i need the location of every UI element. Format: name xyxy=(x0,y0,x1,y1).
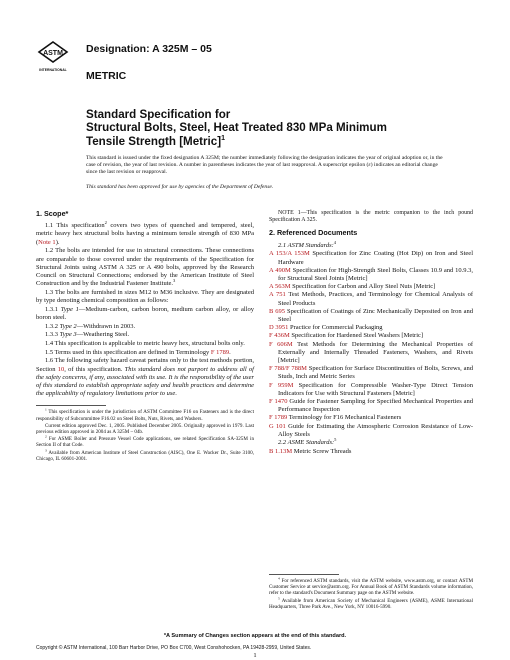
page-number: 1 xyxy=(253,652,257,659)
footnote-divider xyxy=(269,574,339,575)
ref-a490m-link[interactable]: A 490M xyxy=(269,266,291,274)
ref-item: F 606M Test Methods for Determining the Mechanical Properties of Externally and Internally Threaded Fasteners, Washers, and Rivets [Metric] xyxy=(269,340,473,364)
ref-a751-link[interactable]: A 751 xyxy=(269,291,286,299)
ref-f959m-link[interactable]: F 959M xyxy=(269,381,294,389)
asme-standards-subheading: 2.2 ASME Standards:$^5$ xyxy=(278,436,337,446)
ref-item: G 101 Guide for Estimating the Atmospheric Corrosion Resistance of Low-Alloy Steels xyxy=(269,422,474,438)
right-column xyxy=(269,210,473,611)
astm-logo xyxy=(36,40,70,76)
ref-g101-link[interactable]: G 101 xyxy=(269,422,286,430)
footnote-4: $^4$ For referenced ASTM standards, visit the ASTM website, www.astm.org, or contact ASTM Customer Service at service@astm.org. For Annual Book of ASTM Standards volume information, refer to the standard's Document Summary page on the ASTM website. xyxy=(269,576,473,597)
title-line-2: Structural Bolts, Steel, Heat Treated 830 MPa Minimum xyxy=(86,121,387,135)
ref-item: F 788/F 788M Specification for Surface Discontinuities of Bolts, Screws, and Studs, Inch and Metric Series xyxy=(269,365,473,381)
astm-reference-list xyxy=(269,250,473,439)
asme-reference-list xyxy=(269,448,473,456)
footnote-5: $^5$ Available from American Society of Mechanical Engineers (ASME), ASME International Headquarters, Three Park Ave., New York, NY 10016-5990. xyxy=(269,595,473,610)
refdocs-heading: 2. Referenced Documents xyxy=(269,228,358,238)
ref-item: A 490M Specification for High-Strength Steel Bolts, Classes 10.9 and 10.9.3, for Structural Steel Joints [Metric] xyxy=(269,266,474,282)
ref-item: F 1789 Terminology for F16 Mechanical Fasteners xyxy=(269,414,402,422)
note-1: NOTE 1—This specification is the metric companion to the inch pound Specification A 325. xyxy=(269,210,473,224)
scope-heading: 1. Scope* xyxy=(36,209,69,218)
ref-a153-link[interactable]: A 153/A 153M xyxy=(269,250,310,258)
ref-item: A 563M Specification for Carbon and Alloy Steel Nuts [Metric] xyxy=(269,283,436,291)
astm-standards-subheading: 2.1 ASTM Standards:$^4$ xyxy=(278,239,337,249)
svg-text:INTERNATIONAL: INTERNATIONAL xyxy=(39,68,67,72)
para-1-4: 1.4 This specification is applicable to metric heavy hex, structural bolts only. xyxy=(45,340,245,348)
f1789-link[interactable]: F 1789 xyxy=(210,348,230,356)
section-10-link[interactable]: 10 xyxy=(57,365,65,373)
ref-f788-link[interactable]: F 788/F 788M xyxy=(269,365,307,373)
document-title xyxy=(86,108,446,148)
para-1-2: 1.2 The bolts are intended for use in structural connections. These connections are comparable to those covered under the requirements of the Specification for Structural Joints using ASTM A 325 or A 490 bolts, approved by the Research Council on Structural Connections; endorsed by the American Institute of Steel Construction and by the Industrial Fastener Institute.$^3$ xyxy=(36,247,254,288)
ref-f1789-link[interactable]: F 1789 xyxy=(269,414,288,422)
approved-note: This standard has been approved for use by agencies of the Department of Defense. xyxy=(86,184,274,190)
ref-item: B 695 Specification of Coatings of Zinc Mechanically Deposited on Iron and Steel xyxy=(269,307,473,323)
ref-b695-link[interactable]: B 695 xyxy=(269,307,286,315)
ref-f1470-link[interactable]: F 1470 xyxy=(269,397,288,405)
ref-item: A 153/A 153M Specification for Zinc Coating (Hot Dip) on Iron and Steel Hardware xyxy=(269,250,473,266)
issued-note: This standard is issued under the fixed designation A 325M; the number immediately following the designation indicates the year of original adoption or, in the case of revision, the year of last revision. A number in parentheses indicates the year of last reapproval. A superscript epsilon (ε) indicates an editorial change since the last revision or reapproval. xyxy=(86,155,443,175)
footnote-1: $^1$ This specification is under the jurisdiction of ASTM Committee F16 on Fasteners and is the direct responsibility of Subcommittee F16.02 on Steel Bolts, Nuts, Rivets, and Washers. xyxy=(36,407,254,422)
svg-text:ASTM: ASTM xyxy=(43,50,63,57)
ref-item: F 959M Specification for Compressible Washer-Type Direct Tension Indicators for Use with Structural Fasteners [Metric] xyxy=(269,381,473,397)
title-line-3: Tensile Strength [Metric]$^1$ xyxy=(86,134,225,148)
footnote-current-edition: Current edition approved Dec. 1, 2005. Published December 2005. Originally approved in 1979. Last previous edition approved in 2004 as A 325M – 04b. xyxy=(36,422,254,436)
ref-d3951-link[interactable]: D 3951 xyxy=(269,324,289,332)
para-1-5: 1.5 Terms used in this specification are defined in Terminology F 1789. xyxy=(45,348,231,356)
ref-b113m-link[interactable]: B 1.13M xyxy=(269,447,293,455)
para-1-3: 1.3 The bolts are furnished in sizes M12 to M36 inclusive. They are designated by type denoting chemical composition as follows: xyxy=(36,288,254,305)
ref-item: A 751 Test Methods, Practices, and Terminology for Chemical Analysis of Steel Products xyxy=(269,291,473,307)
note-1-link[interactable]: Note 1 xyxy=(38,238,56,246)
copyright: Copyright © ASTM International, 100 Barr Harbor Drive, PO Box C700, West Conshohocken, PA 19428-2959, United States. xyxy=(36,645,312,651)
ref-a563m-link[interactable]: A 563M xyxy=(269,283,291,291)
para-1-1: 1.1 This specification$^2$ covers two types of quenched and tempered, steel, metric heavy hex structural bolts having a minimum tensile strength of 830 MPa (Note 1). xyxy=(36,220,254,246)
title-line-1: Standard Specification for xyxy=(86,108,231,121)
ref-f436m-link[interactable]: F 436M xyxy=(269,332,290,340)
summary-of-changes-note: *A Summary of Changes section appears at the end of this standard. xyxy=(163,633,347,639)
left-column xyxy=(36,210,254,463)
para-1-3-3: 1.3.3 Type 3—Weathering Steel. xyxy=(45,331,130,339)
footnote-2: $^2$ For ASME Boiler and Pressure Vessel Code applications, see related Specification SA-325M in Section II of that Code. xyxy=(36,434,254,449)
para-1-6: 1.6 The following safety hazard caveat pertains only to the test methods portion, Section 10, of this specification. This standard does not purport to address all of the safety concerns, if any, associated with its use. It is the responsibility of the user of this standard to establish appropriate safety and health practices and determine the applicability of regulatory limitations prior to use. xyxy=(36,357,254,398)
ref-item: F 1470 Guide for Fastener Sampling for Specified Mechanical Properties and Performance Inspection xyxy=(269,397,473,414)
designation: Designation: A 325M – 05 xyxy=(86,43,212,55)
footnote-3: $^3$ Available from American Institute of Steel Construction (AISC), One E. Wacker Dr., Suite 3100, Chicago, IL 60601-2001. xyxy=(36,448,254,462)
ref-item: D 3951 Practice for Commercial Packaging xyxy=(269,324,383,332)
ref-item: B 1.13M Metric Screw Threads xyxy=(269,447,352,455)
footnote-divider xyxy=(36,405,106,406)
para-1-3-2: 1.3.2 Type 2—Withdrawn in 2003. xyxy=(45,322,136,330)
ref-f606m-link[interactable]: F 606M xyxy=(269,340,293,348)
metric-label: METRIC xyxy=(86,70,127,82)
ref-item: F 436M Specification for Hardened Steel Washers [Metric] xyxy=(269,332,424,340)
para-1-3-1: 1.3.1 Type 1—Medium-carbon, carbon boron, medium carbon alloy, or alloy boron steel. xyxy=(36,305,255,321)
